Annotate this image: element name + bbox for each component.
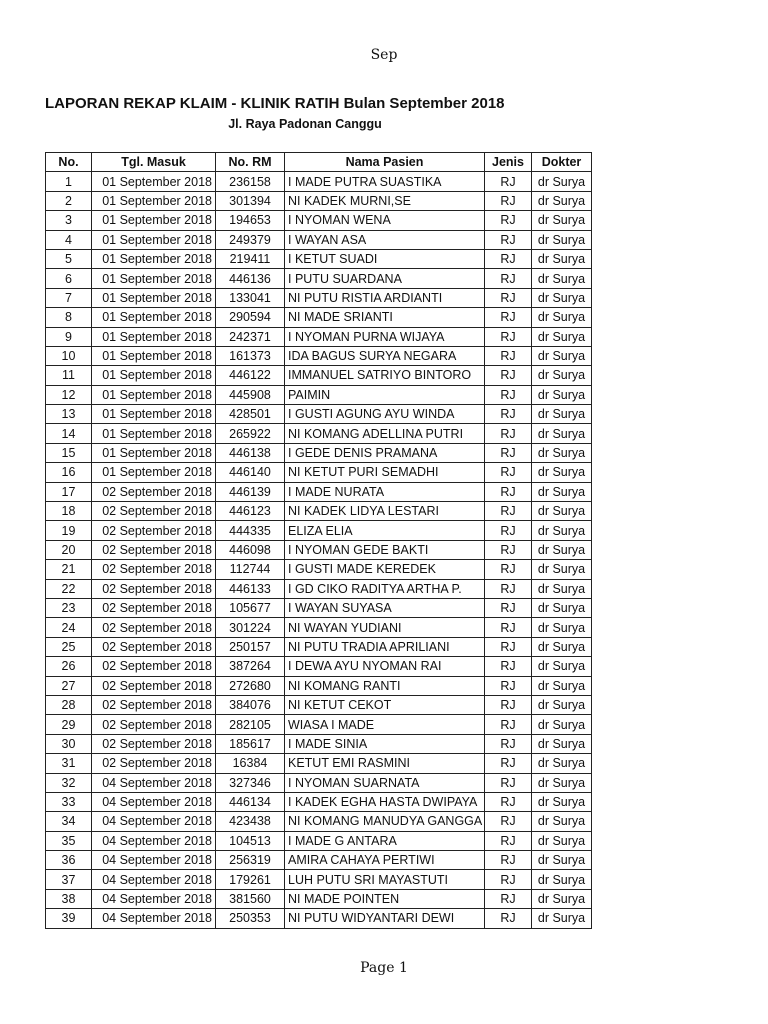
cell-jenis: RJ — [485, 715, 532, 734]
table-row — [46, 346, 592, 365]
cell-jenis: RJ — [485, 172, 532, 191]
cell-nama-pasien: I GUSTI MADE KEREDEK — [285, 560, 485, 579]
cell-no: 7 — [46, 288, 92, 307]
cell-dokter: dr Surya — [532, 618, 592, 637]
cell-no-rm: 327346 — [216, 773, 285, 792]
cell-jenis: RJ — [485, 657, 532, 676]
cell-no: 16 — [46, 463, 92, 482]
cell-no: 11 — [46, 366, 92, 385]
cell-tgl-masuk: 01 September 2018 — [92, 172, 216, 191]
column-header-no-rm: No. RM — [216, 153, 285, 172]
cell-tgl-masuk: 02 September 2018 — [92, 502, 216, 521]
column-header-nama-pasien: Nama Pasien — [285, 153, 485, 172]
cell-jenis: RJ — [485, 851, 532, 870]
cell-dokter: dr Surya — [532, 831, 592, 850]
table-row — [46, 502, 592, 521]
cell-dokter: dr Surya — [532, 598, 592, 617]
table-row — [46, 560, 592, 579]
table-row — [46, 870, 592, 889]
table-row — [46, 540, 592, 559]
cell-jenis: RJ — [485, 831, 532, 850]
cell-no-rm: 236158 — [216, 172, 285, 191]
cell-no: 3 — [46, 211, 92, 230]
cell-jenis: RJ — [485, 598, 532, 617]
cell-no: 21 — [46, 560, 92, 579]
cell-no: 30 — [46, 734, 92, 753]
cell-no: 23 — [46, 598, 92, 617]
cell-no: 20 — [46, 540, 92, 559]
cell-dokter: dr Surya — [532, 191, 592, 210]
cell-no-rm: 446122 — [216, 366, 285, 385]
cell-dokter: dr Surya — [532, 734, 592, 753]
cell-tgl-masuk: 04 September 2018 — [92, 773, 216, 792]
cell-no: 37 — [46, 870, 92, 889]
cell-tgl-masuk: 04 September 2018 — [92, 792, 216, 811]
cell-no-rm: 301224 — [216, 618, 285, 637]
cell-dokter: dr Surya — [532, 560, 592, 579]
cell-dokter: dr Surya — [532, 366, 592, 385]
cell-no: 24 — [46, 618, 92, 637]
cell-no: 38 — [46, 889, 92, 908]
cell-nama-pasien: NI PUTU RISTIA ARDIANTI — [285, 288, 485, 307]
cell-tgl-masuk: 04 September 2018 — [92, 889, 216, 908]
cell-nama-pasien: I NYOMAN SUARNATA — [285, 773, 485, 792]
cell-tgl-masuk: 04 September 2018 — [92, 851, 216, 870]
cell-jenis: RJ — [485, 637, 532, 656]
cell-no-rm: 446134 — [216, 792, 285, 811]
cell-tgl-masuk: 01 September 2018 — [92, 211, 216, 230]
cell-jenis: RJ — [485, 288, 532, 307]
cell-tgl-masuk: 02 September 2018 — [92, 734, 216, 753]
cell-jenis: RJ — [485, 366, 532, 385]
cell-jenis: RJ — [485, 482, 532, 501]
cell-dokter: dr Surya — [532, 792, 592, 811]
cell-tgl-masuk: 01 September 2018 — [92, 424, 216, 443]
cell-no-rm: 249379 — [216, 230, 285, 249]
cell-jenis: RJ — [485, 249, 532, 268]
cell-no-rm: 16384 — [216, 754, 285, 773]
cell-jenis: RJ — [485, 424, 532, 443]
cell-no-rm: 282105 — [216, 715, 285, 734]
cell-jenis: RJ — [485, 579, 532, 598]
cell-dokter: dr Surya — [532, 308, 592, 327]
cell-nama-pasien: NI WAYAN YUDIANI — [285, 618, 485, 637]
cell-dokter: dr Surya — [532, 851, 592, 870]
cell-jenis: RJ — [485, 346, 532, 365]
table-row — [46, 172, 592, 191]
table-row — [46, 637, 592, 656]
cell-nama-pasien: I NYOMAN PURNA WIJAYA — [285, 327, 485, 346]
cell-no-rm: 242371 — [216, 327, 285, 346]
cell-jenis: RJ — [485, 695, 532, 714]
cell-nama-pasien: I DEWA AYU NYOMAN RAI — [285, 657, 485, 676]
cell-dokter: dr Surya — [532, 405, 592, 424]
cell-tgl-masuk: 01 September 2018 — [92, 443, 216, 462]
cell-jenis: RJ — [485, 540, 532, 559]
cell-tgl-masuk: 01 September 2018 — [92, 327, 216, 346]
cell-dokter: dr Surya — [532, 657, 592, 676]
cell-no-rm: 301394 — [216, 191, 285, 210]
cell-dokter: dr Surya — [532, 172, 592, 191]
cell-dokter: dr Surya — [532, 715, 592, 734]
table-row — [46, 618, 592, 637]
cell-dokter: dr Surya — [532, 385, 592, 404]
cell-dokter: dr Surya — [532, 676, 592, 695]
cell-no: 27 — [46, 676, 92, 695]
cell-jenis: RJ — [485, 327, 532, 346]
cell-jenis: RJ — [485, 211, 532, 230]
column-header-no: No. — [46, 153, 92, 172]
cell-dokter: dr Surya — [532, 230, 592, 249]
cell-jenis: RJ — [485, 502, 532, 521]
cell-nama-pasien: NI KADEK LIDYA LESTARI — [285, 502, 485, 521]
cell-no-rm: 428501 — [216, 405, 285, 424]
cell-jenis: RJ — [485, 560, 532, 579]
table-row — [46, 211, 592, 230]
cell-no-rm: 384076 — [216, 695, 285, 714]
cell-dokter: dr Surya — [532, 579, 592, 598]
cell-no: 14 — [46, 424, 92, 443]
cell-dokter: dr Surya — [532, 695, 592, 714]
table-row — [46, 327, 592, 346]
table-row — [46, 308, 592, 327]
cell-jenis: RJ — [485, 385, 532, 404]
cell-dokter: dr Surya — [532, 211, 592, 230]
cell-tgl-masuk: 04 September 2018 — [92, 812, 216, 831]
cell-jenis: RJ — [485, 191, 532, 210]
cell-no: 19 — [46, 521, 92, 540]
table-body — [46, 172, 592, 928]
cell-no-rm: 381560 — [216, 889, 285, 908]
cell-tgl-masuk: 02 September 2018 — [92, 754, 216, 773]
cell-no-rm: 446139 — [216, 482, 285, 501]
cell-nama-pasien: WIASA I MADE — [285, 715, 485, 734]
cell-dokter: dr Surya — [532, 269, 592, 288]
cell-tgl-masuk: 01 September 2018 — [92, 346, 216, 365]
cell-no: 35 — [46, 831, 92, 850]
cell-jenis: RJ — [485, 889, 532, 908]
cell-no-rm: 446098 — [216, 540, 285, 559]
cell-nama-pasien: NI MADE SRIANTI — [285, 308, 485, 327]
cell-no-rm: 446136 — [216, 269, 285, 288]
cell-no-rm: 256319 — [216, 851, 285, 870]
cell-dokter: dr Surya — [532, 327, 592, 346]
column-header-jenis: Jenis — [485, 153, 532, 172]
cell-nama-pasien: I MADE G ANTARA — [285, 831, 485, 850]
table-row — [46, 889, 592, 908]
cell-tgl-masuk: 02 September 2018 — [92, 695, 216, 714]
cell-nama-pasien: ELIZA ELIA — [285, 521, 485, 540]
cell-jenis: RJ — [485, 754, 532, 773]
cell-no: 1 — [46, 172, 92, 191]
cell-no-rm: 105677 — [216, 598, 285, 617]
cell-tgl-masuk: 01 September 2018 — [92, 191, 216, 210]
column-header-dokter: Dokter — [532, 153, 592, 172]
cell-dokter: dr Surya — [532, 812, 592, 831]
cell-no: 32 — [46, 773, 92, 792]
cell-no-rm: 444335 — [216, 521, 285, 540]
cell-no: 26 — [46, 657, 92, 676]
cell-nama-pasien: NI MADE POINTEN — [285, 889, 485, 908]
cell-nama-pasien: AMIRA CAHAYA PERTIWI — [285, 851, 485, 870]
cell-dokter: dr Surya — [532, 443, 592, 462]
table-row — [46, 288, 592, 307]
cell-tgl-masuk: 01 September 2018 — [92, 405, 216, 424]
cell-tgl-masuk: 04 September 2018 — [92, 909, 216, 928]
cell-nama-pasien: NI PUTU TRADIA APRILIANI — [285, 637, 485, 656]
cell-no: 29 — [46, 715, 92, 734]
cell-nama-pasien: NI KOMANG MANUDYA GANGGA — [285, 812, 485, 831]
cell-no: 39 — [46, 909, 92, 928]
cell-tgl-masuk: 02 September 2018 — [92, 657, 216, 676]
cell-tgl-masuk: 02 September 2018 — [92, 618, 216, 637]
cell-no-rm: 219411 — [216, 249, 285, 268]
cell-no: 8 — [46, 308, 92, 327]
cell-nama-pasien: I WAYAN ASA — [285, 230, 485, 249]
cell-no: 22 — [46, 579, 92, 598]
cell-nama-pasien: I NYOMAN GEDE BAKTI — [285, 540, 485, 559]
cell-dokter: dr Surya — [532, 249, 592, 268]
table-row — [46, 676, 592, 695]
cell-jenis: RJ — [485, 734, 532, 753]
cell-dokter: dr Surya — [532, 889, 592, 908]
cell-nama-pasien: KETUT EMI RASMINI — [285, 754, 485, 773]
cell-no: 2 — [46, 191, 92, 210]
cell-nama-pasien: NI KETUT CEKOT — [285, 695, 485, 714]
table-row — [46, 792, 592, 811]
cell-no-rm: 446123 — [216, 502, 285, 521]
cell-no: 33 — [46, 792, 92, 811]
cell-tgl-masuk: 01 September 2018 — [92, 385, 216, 404]
cell-no: 25 — [46, 637, 92, 656]
cell-no: 18 — [46, 502, 92, 521]
table-row — [46, 579, 592, 598]
cell-no-rm: 185617 — [216, 734, 285, 753]
cell-no: 13 — [46, 405, 92, 424]
cell-jenis: RJ — [485, 308, 532, 327]
cell-nama-pasien: I NYOMAN WENA — [285, 211, 485, 230]
cell-no-rm: 387264 — [216, 657, 285, 676]
cell-tgl-masuk: 02 September 2018 — [92, 579, 216, 598]
cell-dokter: dr Surya — [532, 637, 592, 656]
cell-nama-pasien: I MADE PUTRA SUASTIKA — [285, 172, 485, 191]
cell-dokter: dr Surya — [532, 909, 592, 928]
cell-jenis: RJ — [485, 521, 532, 540]
cell-no-rm: 446133 — [216, 579, 285, 598]
cell-tgl-masuk: 01 September 2018 — [92, 463, 216, 482]
cell-jenis: RJ — [485, 463, 532, 482]
sheet-header: Sep — [370, 47, 398, 63]
cell-no: 5 — [46, 249, 92, 268]
column-header-tgl-masuk: Tgl. Masuk — [92, 153, 216, 172]
cell-jenis: RJ — [485, 269, 532, 288]
cell-tgl-masuk: 02 September 2018 — [92, 560, 216, 579]
cell-nama-pasien: I PUTU SUARDANA — [285, 269, 485, 288]
cell-no-rm: 272680 — [216, 676, 285, 695]
table-row — [46, 754, 592, 773]
cell-tgl-masuk: 02 September 2018 — [92, 598, 216, 617]
cell-tgl-masuk: 01 September 2018 — [92, 308, 216, 327]
cell-nama-pasien: I MADE NURATA — [285, 482, 485, 501]
cell-tgl-masuk: 01 September 2018 — [92, 230, 216, 249]
table-row — [46, 598, 592, 617]
cell-no-rm: 112744 — [216, 560, 285, 579]
cell-tgl-masuk: 02 September 2018 — [92, 637, 216, 656]
cell-no-rm: 250157 — [216, 637, 285, 656]
cell-tgl-masuk: 01 September 2018 — [92, 288, 216, 307]
cell-no: 12 — [46, 385, 92, 404]
table-row — [46, 249, 592, 268]
cell-jenis: RJ — [485, 676, 532, 695]
table-row — [46, 482, 592, 501]
cell-no-rm: 179261 — [216, 870, 285, 889]
cell-nama-pasien: I GEDE DENIS PRAMANA — [285, 443, 485, 462]
cell-nama-pasien: NI PUTU WIDYANTARI DEWI — [285, 909, 485, 928]
table-row — [46, 715, 592, 734]
table-row — [46, 463, 592, 482]
cell-no-rm: 194653 — [216, 211, 285, 230]
cell-dokter: dr Surya — [532, 870, 592, 889]
cell-no-rm: 265922 — [216, 424, 285, 443]
cell-jenis: RJ — [485, 230, 532, 249]
cell-nama-pasien: I KADEK EGHA HASTA DWIPAYA — [285, 792, 485, 811]
cell-no: 34 — [46, 812, 92, 831]
cell-nama-pasien: I KETUT SUADI — [285, 249, 485, 268]
cell-jenis: RJ — [485, 773, 532, 792]
table-row — [46, 734, 592, 753]
cell-no: 28 — [46, 695, 92, 714]
cell-jenis: RJ — [485, 812, 532, 831]
cell-nama-pasien: NI KADEK MURNI,SE — [285, 191, 485, 210]
report-title: LAPORAN REKAP KLAIM - KLINIK RATIH Bulan September 2018 — [45, 95, 505, 112]
cell-tgl-masuk: 01 September 2018 — [92, 249, 216, 268]
cell-nama-pasien: I GUSTI AGUNG AYU WINDA — [285, 405, 485, 424]
table-row — [46, 191, 592, 210]
cell-no-rm: 423438 — [216, 812, 285, 831]
table-row — [46, 657, 592, 676]
cell-tgl-masuk: 02 September 2018 — [92, 521, 216, 540]
table-row — [46, 695, 592, 714]
table-row — [46, 812, 592, 831]
cell-tgl-masuk: 01 September 2018 — [92, 269, 216, 288]
cell-no-rm: 161373 — [216, 346, 285, 365]
cell-dokter: dr Surya — [532, 773, 592, 792]
cell-nama-pasien: NI KOMANG RANTI — [285, 676, 485, 695]
cell-jenis: RJ — [485, 870, 532, 889]
cell-dokter: dr Surya — [532, 502, 592, 521]
table-row — [46, 269, 592, 288]
cell-no-rm: 104513 — [216, 831, 285, 850]
cell-jenis: RJ — [485, 618, 532, 637]
table-row — [46, 385, 592, 404]
cell-no-rm: 446140 — [216, 463, 285, 482]
cell-tgl-masuk: 02 September 2018 — [92, 676, 216, 695]
cell-no: 15 — [46, 443, 92, 462]
table-row — [46, 909, 592, 928]
cell-dokter: dr Surya — [532, 463, 592, 482]
cell-dokter: dr Surya — [532, 540, 592, 559]
cell-tgl-masuk: 04 September 2018 — [92, 831, 216, 850]
cell-nama-pasien: PAIMIN — [285, 385, 485, 404]
table-row — [46, 230, 592, 249]
cell-no: 36 — [46, 851, 92, 870]
table-row — [46, 521, 592, 540]
cell-tgl-masuk: 01 September 2018 — [92, 366, 216, 385]
cell-no-rm: 133041 — [216, 288, 285, 307]
cell-tgl-masuk: 02 September 2018 — [92, 715, 216, 734]
cell-jenis: RJ — [485, 443, 532, 462]
cell-jenis: RJ — [485, 909, 532, 928]
cell-jenis: RJ — [485, 792, 532, 811]
cell-no: 10 — [46, 346, 92, 365]
table-row — [46, 773, 592, 792]
cell-no-rm: 290594 — [216, 308, 285, 327]
cell-dokter: dr Surya — [532, 482, 592, 501]
cell-dokter: dr Surya — [532, 754, 592, 773]
report-address: Jl. Raya Padonan Canggu — [228, 117, 382, 131]
cell-no-rm: 446138 — [216, 443, 285, 462]
cell-no: 31 — [46, 754, 92, 773]
cell-no: 4 — [46, 230, 92, 249]
cell-nama-pasien: I WAYAN SUYASA — [285, 598, 485, 617]
page-number: Page 1 — [360, 960, 408, 976]
table-row — [46, 424, 592, 443]
cell-no: 6 — [46, 269, 92, 288]
cell-nama-pasien: LUH PUTU SRI MAYASTUTI — [285, 870, 485, 889]
cell-tgl-masuk: 04 September 2018 — [92, 870, 216, 889]
cell-nama-pasien: IMMANUEL SATRIYO BINTORO — [285, 366, 485, 385]
table-row — [46, 443, 592, 462]
cell-dokter: dr Surya — [532, 521, 592, 540]
table-row — [46, 366, 592, 385]
cell-tgl-masuk: 02 September 2018 — [92, 540, 216, 559]
cell-nama-pasien: I MADE SINIA — [285, 734, 485, 753]
cell-nama-pasien: IDA BAGUS SURYA NEGARA — [285, 346, 485, 365]
cell-no-rm: 445908 — [216, 385, 285, 404]
cell-dokter: dr Surya — [532, 346, 592, 365]
table-row — [46, 405, 592, 424]
cell-nama-pasien: I GD CIKO RADITYA ARTHA P. — [285, 579, 485, 598]
cell-dokter: dr Surya — [532, 288, 592, 307]
cell-nama-pasien: NI KETUT PURI SEMADHI — [285, 463, 485, 482]
cell-no-rm: 250353 — [216, 909, 285, 928]
cell-no: 17 — [46, 482, 92, 501]
cell-tgl-masuk: 02 September 2018 — [92, 482, 216, 501]
cell-dokter: dr Surya — [532, 424, 592, 443]
cell-nama-pasien: NI KOMANG ADELLINA PUTRI — [285, 424, 485, 443]
table-header-row — [46, 153, 592, 172]
cell-jenis: RJ — [485, 405, 532, 424]
claims-table — [45, 152, 592, 929]
table-row — [46, 831, 592, 850]
cell-no: 9 — [46, 327, 92, 346]
table-row — [46, 851, 592, 870]
